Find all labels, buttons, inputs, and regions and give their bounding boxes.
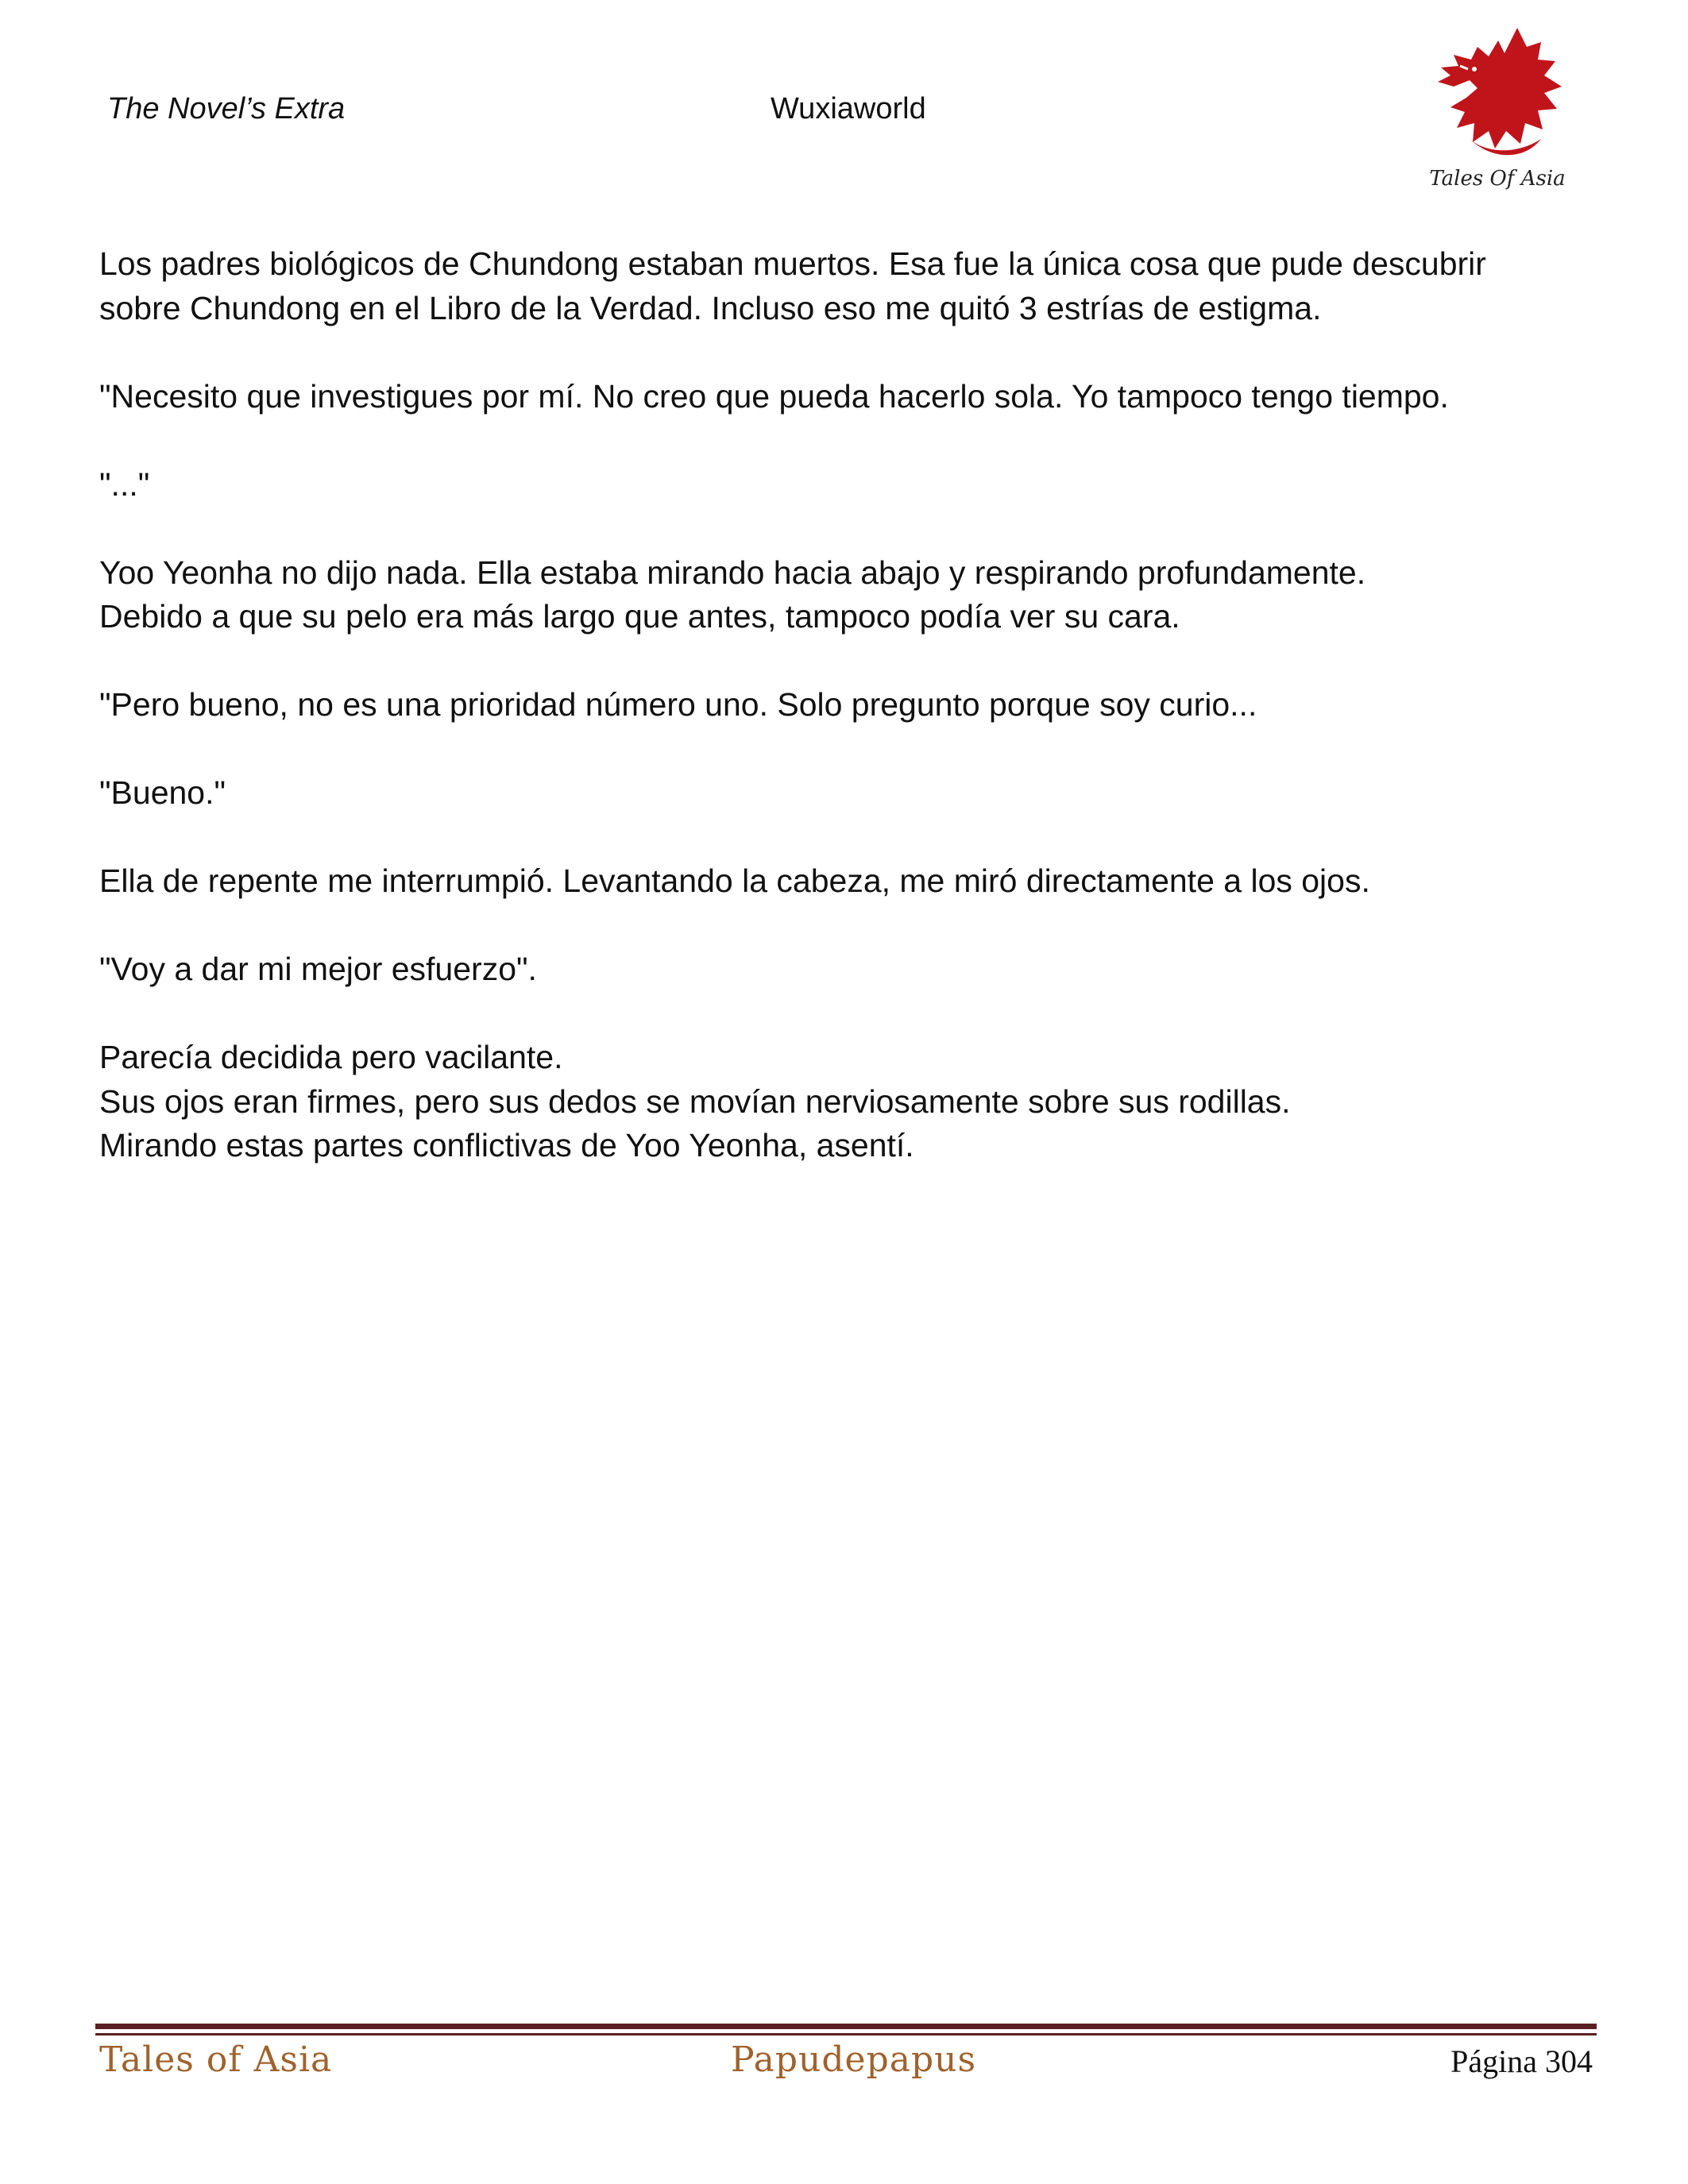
- page-number: Página 304: [1450, 2043, 1593, 2079]
- logo-text: Tales Of Asia: [1429, 167, 1566, 191]
- dragon-icon: [1422, 20, 1573, 163]
- header-novel-title: The Novel’s Extra: [107, 92, 346, 125]
- text-line: Ella de repente me interrumpió. Levantando la cabeza, me miró directamente a los ojos.: [99, 862, 1370, 899]
- text-line: Debido a que su pelo era más largo que antes, tampoco podía ver su cara.: [99, 598, 1180, 635]
- chapter-body: [99, 242, 1593, 1212]
- footer-divider: [95, 2024, 1597, 2029]
- paragraph: [99, 242, 1593, 330]
- text-line: Parecía decidida pero vacilante.: [99, 1039, 563, 1075]
- text-line: sobre Chundong en el Libro de la Verdad. Incluso eso me quitó 3 estrías de estigma.: [99, 289, 1322, 326]
- paragraph: [99, 1036, 1593, 1168]
- tales-of-asia-logo: [1422, 20, 1573, 191]
- paragraph: [99, 771, 1593, 816]
- text-line: "Bueno.": [99, 774, 226, 811]
- footer-brand: Tales of Asia: [99, 2039, 333, 2080]
- paragraph: [99, 947, 1593, 992]
- header-site-name: Wuxiaworld: [771, 92, 926, 125]
- text-line: Mirando estas partes conflictivas de Yoo Yeonha, asentí.: [99, 1127, 914, 1163]
- footer-divider-thin: [95, 2033, 1597, 2035]
- text-line: Los padres biológicos de Chundong estaban muertos. Esa fue la única cosa que pude descubrir: [99, 245, 1486, 282]
- text-line: Sus ojos eran firmes, pero sus dedos se movían nerviosamente sobre sus rodillas.: [99, 1082, 1291, 1120]
- paragraph: [99, 463, 1593, 507]
- paragraph: [99, 551, 1593, 639]
- paragraph: [99, 375, 1593, 419]
- paragraph: [99, 683, 1593, 727]
- paragraph: [99, 859, 1593, 904]
- text-line: "Pero bueno, no es una prioridad número uno. Solo pregunto porque soy curio...: [99, 686, 1257, 723]
- text-line: Yoo Yeonha no dijo nada. Ella estaba mirando hacia abajo y respirando profundamente.: [99, 554, 1366, 591]
- text-line: "Voy a dar mi mejor esfuerzo".: [99, 951, 537, 987]
- text-line: "Necesito que investigues por mí. No creo que pueda hacerlo sola. Yo tampoco tengo tiempo.: [99, 377, 1449, 415]
- text-line: "...": [99, 465, 150, 503]
- footer-translator: Papudepapus: [731, 2039, 977, 2080]
